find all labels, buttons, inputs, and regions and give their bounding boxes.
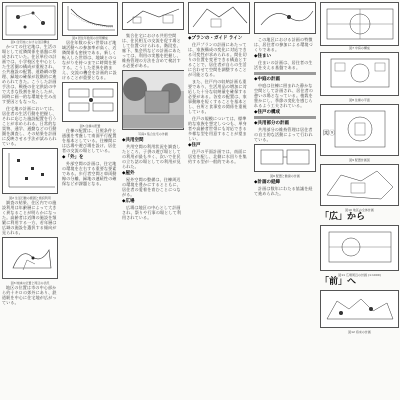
figure-map-sketch	[254, 2, 316, 34]
figure-building-layout	[62, 82, 118, 122]
body-text: 地区の位置は市の中心部から約十キロの郊外にあり、鉄道駅を中心に住宅地が広がっている。	[2, 285, 57, 305]
section-heading: ◆共用空間	[122, 138, 144, 143]
section-title: 「前」へ	[320, 277, 357, 287]
column-4	[188, 0, 250, 400]
section-title: 「広」から	[320, 212, 366, 222]
column-5	[254, 0, 316, 400]
figure-plaza-plan	[320, 225, 399, 271]
site-sketch-icon	[189, 3, 250, 32]
figure-caption: 図11 広場周辺の計画 (1:1000)	[338, 273, 381, 277]
section-heading: ◆中庭の計画	[254, 77, 280, 82]
figure-caption: 図8 住棟の平面	[349, 98, 370, 102]
figure-caption: 図5 住棟の配置	[79, 124, 101, 128]
layout-plan-icon	[321, 105, 399, 154]
figure-caption: 図4 居住年数別の世帯構成	[72, 36, 108, 40]
figure-caption: 図2 生活行動の範囲と施設利用	[9, 196, 51, 200]
figure-street-sketch	[122, 2, 184, 30]
column-1	[2, 0, 58, 400]
body-text: 住棟の配置は、日照条件と通風を考慮して南面平行配置を基本としている。住棟間には広場や遊び場を設け、居住者の交流の場としている。	[62, 128, 117, 153]
body-text: この地区における計画の特徴は、居住者の参加による環境づくりである。	[254, 37, 313, 52]
figure-caption: 図10 地区の全体計画	[345, 208, 374, 212]
body-text: かつての住宅地は、生活の場として近隣関係を基盤に形成されていた。住区単位の計画では、小学校区を中心とした生活圏の構成が重視され、公共施設の配置、道路網の整理、緑地の確保が段階的に進められてきた。こうした計画手法は、戦後の住宅供給の中で大きな役割を果たしたが、同時に画一的な環境を生み出す要因ともなった。 住宅地の計画においては、居住者の生活行動を把握し、それに応じた施設配置を行うことが求められる。日常的な買物、通学、通勤などの行動圏を調査し、その結果を計画に反映させる手法が試みられている。	[2, 44, 57, 146]
section-divider-bar	[254, 72, 316, 75]
building-layout-icon	[63, 83, 118, 120]
photo-building-exterior	[122, 70, 184, 130]
section-heading: ◆広場	[122, 199, 135, 204]
section-heading: ◆住戸	[188, 143, 201, 148]
figure-layout-plan	[320, 104, 399, 156]
figure-building-plan	[320, 52, 399, 96]
body-text: 居住年数の長い世帯ほど地域活動への参加率が高く、近隣関係も密接である。新しく転入した世帯は、地域とのつながりを持つまでに時間を要する。こうした差異を踏まえ、交流の機会を計画的に設けることが重要となる。	[62, 40, 117, 80]
overall-plan-icon	[321, 165, 399, 204]
street-sketch-icon	[123, 3, 184, 28]
section-heading: ◆「外」を	[62, 155, 84, 160]
column-6	[320, 0, 399, 400]
body-text: 広場は地区の中心として計画され、祭りや行事の場として利用されている。	[122, 205, 182, 220]
figure-location-map	[2, 237, 58, 279]
figure-behavior-scatter	[2, 148, 58, 194]
figure-future-plan	[320, 290, 399, 328]
neighborhood-diagram-icon	[3, 3, 58, 38]
body-text: 共用空間の利用状況を調査したところ、子供の遊び場としての利用が最も多く、次いで住民の立ち話の場としての利用が見られた。	[122, 144, 181, 169]
section-heading: ◆共用部分の計画	[254, 121, 289, 126]
column-3	[122, 0, 184, 400]
section-divider-bar	[254, 116, 316, 119]
figure-site-sketch	[188, 2, 250, 34]
figure-caption: 図9 配置計画図	[349, 158, 370, 162]
column-2	[62, 0, 118, 400]
body-text: 屋外空間の整備は、住棟周辺の環境を豊かにするとともに、居住者の愛着を育むことにつながる。	[122, 177, 181, 197]
figure-circulation-plan	[254, 144, 316, 172]
figure-caption: 図7 中庭の構成	[349, 46, 370, 50]
figure-caption: 図6 配置と動線の計画	[270, 174, 300, 178]
section-heading: ◆プランの・ガイド ライン	[188, 36, 243, 41]
figure-caption: 図1 住宅地における住区構成	[10, 40, 50, 44]
circulation-plan-icon	[255, 145, 316, 170]
body-text: 計画は数年にわたる協議を経て進められた。	[254, 186, 313, 196]
body-text: 住戸の平面計画では、南面に居室を配し、北側に水回りを集約する型が一般的である。	[188, 149, 247, 164]
figure-neighborhood-diagram	[2, 2, 58, 40]
body-text: 外部空間の計画は、住宅地の環境を左右する重要な要素である。歩行者空間と車両動線の分離、緑地の連続性の確保などが課題となる。	[62, 161, 117, 186]
section-heading: ◆屋外	[122, 171, 135, 176]
body-text: 共用部分の維持管理は居住者の自主的な活動によって行われている。	[254, 127, 313, 142]
courtyard-plan-icon	[321, 3, 399, 44]
future-plan-icon	[321, 291, 399, 326]
building-plan-icon	[321, 53, 399, 94]
body-text: 住戸プランの計画にあたっては、家族構成の変化に対応できる可変性が求められる。間仕切りの位置を変更できる構造とすることで、居住者が自らの生活に合わせて空間を調整することが可能となる。 また、住戸内の収納計画も重要であり、生活用品の増加に対応した十分な収納量を確保する必要がある。各室の配置は、家事動線を短くすることを基本とし、台所と食事室の関係を重視している。 住戸の規模については、標準的な家族を想定しつつも、単身者や高齢者世帯にも対応できる多様な型を用意することが望ましい。	[188, 42, 247, 141]
section-heading: ◆住まい	[254, 54, 271, 59]
figure-caption: 図12 将来の計画	[348, 330, 371, 334]
body-text: 中庭は住棟に囲まれた静かな空間として計画され、居住者の憩いの場となっている。植栽を豊かにし、季節の変化を感じられるよう工夫されている。	[254, 83, 314, 108]
section-heading: ◆計画の経緯	[254, 180, 280, 185]
figure-courtyard-plan	[320, 2, 399, 46]
svg-text:図⑨: 図⑨	[323, 130, 336, 137]
figure-household-chart	[62, 2, 118, 36]
section-heading: ◆住戸の構成	[254, 110, 280, 115]
photo-image-icon	[123, 71, 184, 128]
photo-caption: 写真1 集合住宅の外観	[138, 132, 168, 136]
figure-overall-plan	[320, 164, 399, 206]
behavior-scatter-icon	[3, 149, 58, 192]
location-map-icon	[3, 238, 58, 277]
map-sketch-icon	[255, 3, 316, 32]
body-text: 調査の結果、住区内での施設利用は年齢層によって大きく異なることが明らかになった。高齢者は近隣の施設を頻繁に利用する一方、若年層は広域の施設を選択する傾向が見られる。	[2, 200, 57, 235]
household-chart-icon	[63, 3, 118, 34]
plaza-plan-icon	[321, 226, 399, 269]
figure-caption: 図3 地域の位置と周辺の状況	[10, 281, 50, 285]
body-text: 住まいの計画は、居住者の生活を支える基盤である。	[254, 60, 313, 70]
body-text: 集合住宅における共用空間は、住民相互の交流を促す場として位置づけられる。階段室、廊下、集会所などの計画にあたっては、利用の実態を把握し、維持管理の方法を含めて検討する必要がある。	[122, 33, 181, 68]
